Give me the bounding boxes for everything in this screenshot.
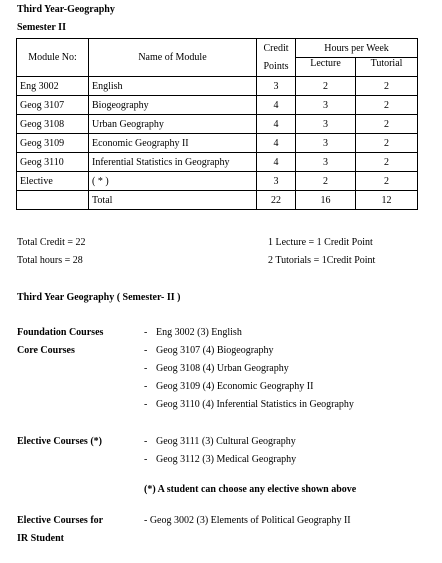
semester-label: Semester II [17,22,66,33]
page-heading: Third Year-Geography [17,4,115,15]
list-item [144,454,296,465]
module-no: Geog 3108 [17,115,89,134]
bullet: - [144,345,148,356]
lecture: 16 [296,191,356,210]
ir-label-line1: Elective Courses for [17,515,104,526]
core-item: Geog 3110 (4) Inferential Statistics in Geography [156,399,354,410]
foundation-item: Eng 3002 (3) English [156,327,242,338]
header-module-name: Name of Module [89,39,257,77]
tutorial: 2 [356,153,418,172]
table-row-total [17,191,418,210]
bullet: - [144,436,148,447]
header-credit-points [257,39,296,77]
lecture: 2 [296,77,356,96]
module-no: Elective [17,172,89,191]
elective-label: Elective Courses (*) [17,436,102,447]
tutorial: 2 [356,77,418,96]
header-hours-per-week: Hours per Week [296,39,418,58]
table-row [17,134,418,153]
total-credit: Total Credit = 22 [17,237,86,248]
elective-item: Geog 3112 (3) Medical Geography [156,454,297,465]
table-row [17,115,418,134]
bullet: - [144,327,148,338]
module-name: Urban Geography [89,115,257,134]
elective-item: Geog 3111 (3) Cultural Geography [156,436,296,447]
bullet: - [144,399,148,410]
module-no: Geog 3109 [17,134,89,153]
credit: 22 [257,191,296,210]
core-label: Core Courses [17,345,75,356]
list-item [144,345,273,356]
list-item [144,327,242,338]
lecture-note: 1 Lecture = 1 Credit Point [268,237,373,248]
tutorial: 2 [356,134,418,153]
header-tutorial: Tutorial [356,58,418,77]
table-row [17,153,418,172]
credit: 3 [257,172,296,191]
lecture: 3 [296,134,356,153]
credit: 4 [257,134,296,153]
ir-item: - Geog 3002 (3) Elements of Political Geography II [144,515,351,526]
lecture: 3 [296,153,356,172]
table-row [17,172,418,191]
credit: 4 [257,115,296,134]
bullet: - [144,363,148,374]
total-hours: Total hours = 28 [17,255,83,266]
module-no: Geog 3110 [17,153,89,172]
section-title: Third Year Geography ( Semester- II ) [17,292,181,303]
header-credit-line2: Points [263,60,289,72]
core-item: Geog 3108 (4) Urban Geography [156,363,289,374]
tutorial: 2 [356,96,418,115]
credit: 4 [257,96,296,115]
header-lecture: Lecture [296,58,356,77]
credit: 4 [257,153,296,172]
module-table [16,38,418,210]
module-no: Eng 3002 [17,77,89,96]
bullet: - [144,381,148,392]
foundation-label: Foundation Courses [17,327,104,338]
table-row [17,77,418,96]
elective-note: (*) A student can choose any elective shown above [144,484,357,495]
list-item [144,399,354,410]
list-item [144,436,296,447]
module-no: Geog 3107 [17,96,89,115]
lecture: 3 [296,115,356,134]
tutorial-note: 2 Tutorials = 1Credit Point [268,255,376,266]
list-item [144,363,289,374]
list-item [144,381,313,392]
header-credit-line1: Credit [263,42,289,54]
module-rows [17,77,418,210]
core-item: Geog 3109 (4) Economic Geography II [156,381,314,392]
module-name: Economic Geography II [89,134,257,153]
tutorial: 2 [356,115,418,134]
module-name: Inferential Statistics in Geography [89,153,257,172]
bullet: - [144,454,148,465]
tutorial: 2 [356,172,418,191]
core-item: Geog 3107 (4) Biogeography [156,345,274,356]
module-name: Total [89,191,257,210]
module-name: ( * ) [89,172,257,191]
table-row [17,96,418,115]
lecture: 3 [296,96,356,115]
ir-label-line2: IR Student [17,533,64,544]
lecture: 2 [296,172,356,191]
module-name: English [89,77,257,96]
module-name: Biogeography [89,96,257,115]
module-no [17,191,89,210]
credit: 3 [257,77,296,96]
header-module-no: Module No: [17,39,89,77]
tutorial: 12 [356,191,418,210]
